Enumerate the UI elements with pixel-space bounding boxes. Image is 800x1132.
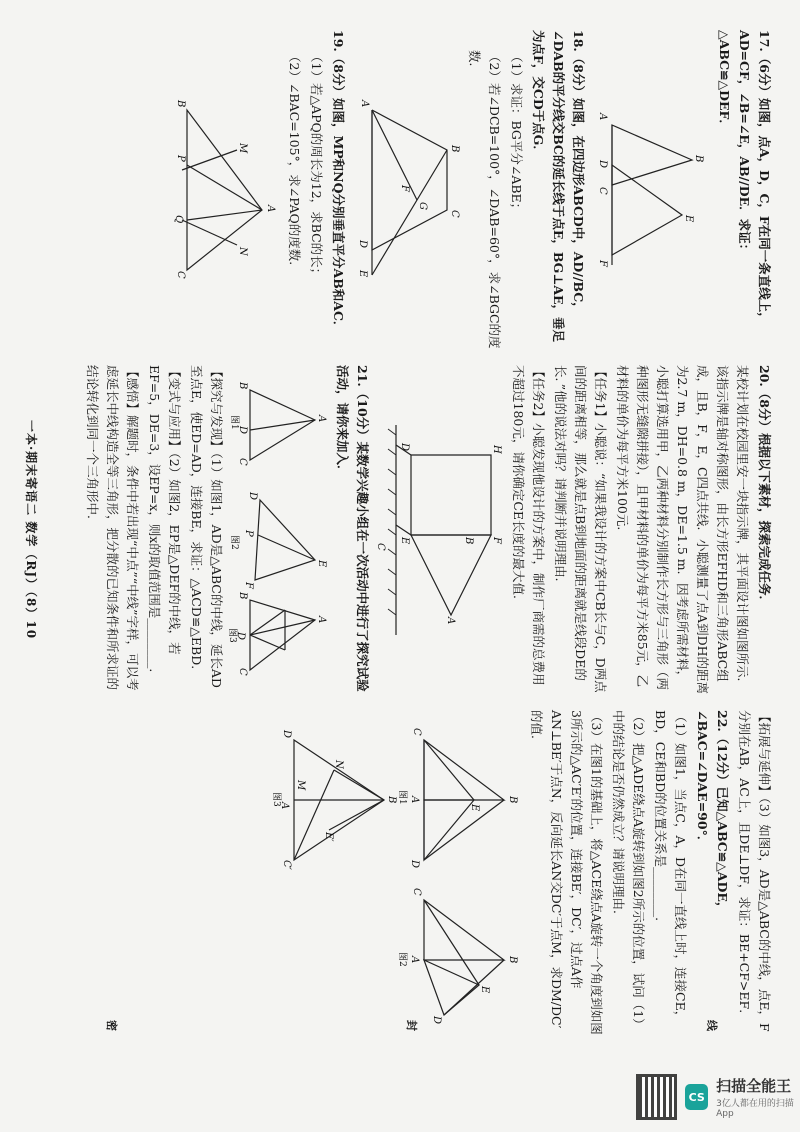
cs-logo-icon: CS (685, 1084, 708, 1110)
svg-text:A: A (359, 100, 370, 108)
svg-text:C: C (375, 543, 386, 551)
svg-text:D: D (431, 1016, 442, 1025)
svg-text:N: N (237, 247, 248, 256)
svg-text:B: B (463, 537, 474, 545)
q22-part1: （1）如图1，当点C，A，D在同一直线上时，连接CE，BD，CE和BD的位置关系是________． (653, 710, 688, 1024)
q22-fig2-caption: 图2 (397, 952, 407, 967)
svg-text:A: A (445, 617, 456, 625)
q19-stem: 19.（8分）如图，MP和NQ分别垂直平分AB和AC． (331, 30, 346, 334)
svg-text:B: B (507, 796, 518, 804)
column-right (270, 710, 774, 1040)
svg-text:B: B (386, 796, 397, 804)
q21-stem: 21.（10分）某数学兴趣小组在一次活动中进行了探究试验活动，请你来加入． (335, 365, 370, 692)
svg-text:E: E (399, 537, 410, 545)
svg-text:M: M (295, 780, 306, 791)
q19-part1: （1）若△APQ的周长为12，求BC的长； (309, 50, 324, 281)
svg-text:F: F (491, 537, 502, 544)
q20-task1: 【任务1】小聪说：“如果我设计的方案中CB长与C，D两点间的距离相等，那么就是点B到地面的距离就是线段DE的长．”他的说法对吗？请判断并说明理由． (553, 365, 608, 693)
svg-text:G: G (417, 202, 428, 210)
svg-text:A: A (409, 796, 420, 804)
svg-text:A: A (316, 415, 327, 423)
binding-mark-seal: 封 (405, 1020, 418, 1031)
q21-figures (227, 380, 330, 680)
svg-text:E: E (683, 215, 694, 223)
q22-stem: 22.（12分）已知△ABC≌△ADE，∠BAC=∠DAE=90°． (695, 710, 730, 915)
svg-text:B: B (237, 382, 248, 390)
q18-stem: 18.（8分）如图，在四边形ABCD中，AD//BC，∠DAB的平分线交BC的延长线于点E，BG⊥AE，垂足为点F，交CD于点G． (531, 30, 586, 343)
svg-text:B: B (449, 145, 460, 153)
svg-text:C: C (449, 210, 460, 218)
svg-text:A: A (316, 616, 327, 624)
svg-text:B: B (175, 100, 186, 108)
svg-text:A: A (409, 956, 420, 964)
svg-text:D: D (597, 160, 608, 169)
svg-text:D: D (357, 240, 368, 249)
q18-part1: （1）求证：BG平分∠ABE； (509, 50, 524, 216)
q21-fig3-caption: 图3 (227, 628, 237, 643)
svg-text:E: E (357, 270, 368, 278)
column-middle (80, 365, 774, 695)
q17-figure (592, 105, 712, 275)
svg-text:E: E (479, 986, 490, 994)
svg-text:B: B (507, 956, 518, 964)
svg-text:C: C (237, 458, 248, 466)
q21-fig2-caption: 图2 (229, 535, 239, 550)
q18-figure (352, 90, 462, 290)
svg-text:E′: E′ (323, 832, 334, 842)
svg-text:Q: Q (173, 215, 184, 224)
q22-figures (271, 720, 524, 1030)
svg-text:E: E (316, 560, 327, 568)
q18-part2: （2）若∠DCB=100°，∠DAB=60°，求∠BGC的度数． (467, 50, 502, 349)
svg-text:C′: C′ (281, 860, 292, 870)
svg-text:F: F (597, 260, 608, 267)
q20-figure (376, 415, 506, 645)
q19-part2: （2）∠BAC=105°，求∠PAQ的度数． (287, 50, 302, 274)
svg-text:A: A (597, 113, 608, 121)
svg-text:B: B (693, 155, 704, 163)
q20-stem: 20.（8分）根据以下素材，探索完成任务． (757, 365, 772, 608)
q22-fig1-caption: 图1 (397, 790, 407, 805)
svg-text:E: E (469, 804, 480, 812)
page-footer: 一本·期末寄语二 数学（RJ）（8）10 (24, 420, 38, 640)
svg-text:C: C (597, 187, 608, 195)
svg-text:A: A (265, 205, 276, 213)
column-left (168, 30, 774, 350)
q21-explore: 【探究与发现】（1）如图1，AD是△ABC的中线，延长AD至点E，使ED=AD，连接BE，求证：△ACD≌△EBD． (189, 365, 224, 688)
q21-fig1-caption: 图1 (229, 415, 239, 430)
svg-text:C: C (411, 888, 422, 896)
scanner-watermark (636, 1074, 800, 1120)
svg-text:D: D (399, 443, 410, 452)
svg-text:A: A (279, 802, 290, 810)
svg-text:P: P (175, 155, 186, 162)
q22-fig3-caption: 图3 (271, 792, 281, 807)
q22-part2: （2）把△ADE绕点A旋转到如图2所示的位置，试问（1）中的结论是否仍然成立？请说明理由． (611, 710, 646, 1031)
svg-text:D: D (281, 730, 292, 739)
q19-figure (172, 95, 282, 285)
q17-stem: 17.（6分）如图，点A，D，C，F在同一条直线上，AD=CF，∠B=∠E，AB//DE．求证：△ABC≌△DEF． (717, 30, 772, 325)
svg-text:D: D (237, 426, 248, 435)
scanner-tagline: 3亿人都在用的扫描App (716, 1099, 794, 1119)
svg-text:C: C (411, 728, 422, 736)
svg-text:H: H (491, 445, 502, 454)
svg-text:N: N (333, 760, 344, 769)
q20-task2: 【任务2】小聪发现他设计的方案中，制作厂商需的总费用不超过180元，请你确定CE长度的最大值． (511, 365, 546, 686)
scanner-name: 扫描全能王 (716, 1077, 792, 1095)
q21-extend: 【拓展与延伸】（3）如图3，AD是△ABC的中线，点E，F分别在AB，AC上，且DE⊥DF，求证：BE+CF>EF． (737, 710, 772, 1032)
q21-apply: 【变式与应用】（2）如图2，EP是△DEF的中线，若EF=5，DE=3，设EP=x，则x的取值范围是________． (147, 365, 182, 681)
svg-text:M: M (237, 143, 248, 154)
svg-text:C: C (237, 668, 248, 676)
q21-method: 【感悟】解题时，条件中若出现“中点”“中线”字样，可以考虑延长中线构造全等三角形，把分散的已知条件和所求证的结论转化到同一个三角形中． (85, 365, 140, 691)
svg-text:F: F (243, 582, 254, 589)
q20-material: 某校计划在校园里安一块指示牌，其平面设计图如图所示．该指示牌是轴对称图形，由长方形EFHD和三角形ABC组成，且B，F，E，C四点共线．小聪测量了点A到DH的距离为2.7 m，DH=0.8 m，DE=1.5 m．因考虑所需材料，小聪打算选用甲，乙两种材料分别制作长方形与三角形（两种图形无缝隙拼接），且甲材料的单价为每平方米85元，乙材料的单价为每平方米100元． (615, 365, 750, 694)
qr-code-icon (636, 1074, 677, 1120)
svg-text:P: P (243, 530, 254, 537)
svg-text:D: D (247, 492, 258, 501)
svg-text:C: C (175, 271, 186, 279)
svg-text:F: F (399, 185, 410, 192)
svg-text:B: B (237, 592, 248, 600)
svg-text:D: D (409, 860, 420, 869)
binding-mark-secret: 密 (105, 1020, 118, 1031)
q22-part3: （3）在图1的基础上，将△ACE绕点A旋转一个角度到如图3所示的△AC′E′的位置，连接BE′，DC′，过点A作AN⊥BE′于点N，反向延长AN交DC′于点M，求DM/DC′的值． (529, 710, 604, 1035)
svg-text:D: D (235, 632, 246, 641)
binding-mark-line: 线 (705, 1020, 718, 1031)
